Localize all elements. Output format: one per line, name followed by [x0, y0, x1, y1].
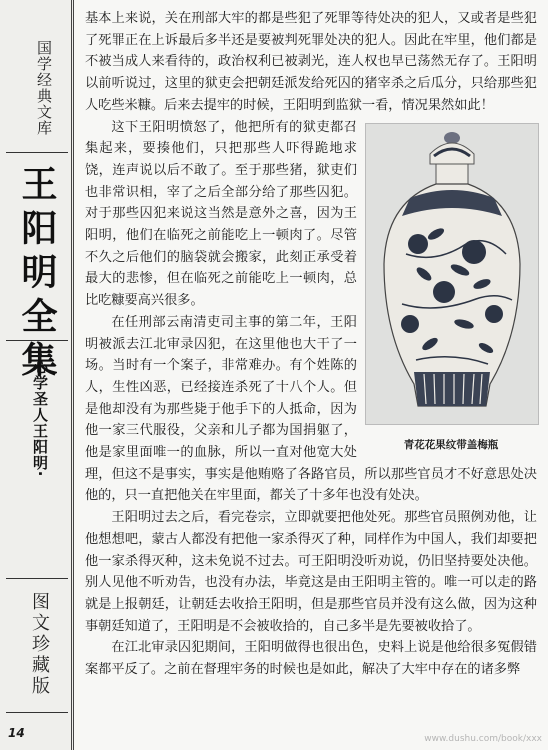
paragraph: 这下王阳明愤怒了，他把所有的狱吏都召集起来，要揍他们，只把那些人吓得跪地求饶，连声说以后不敢了。至于那些猪，狱吏们也非常识相，宰了之后全部分给了那些囚犯。对于那些囚犯来说这当然是意外之喜，因为王阳明，他们在临死之前能吃上一顿肉了。尽管不久之后他们的脑袋就会搬家，此刻正承受着最大的悲惨，但在临死之前能吃上一顿肉，总比吃糠要高兴很多。: [85, 119, 357, 309]
paragraph: 在江北审录囚犯期间，王阳明做得也很出色，史料上说是他给很多冤假错案都平反了。之前在督理牢务的时候也是如此，解决了大牢中存在的诸多弊: [85, 640, 537, 678]
book-title: 王阳明全集: [16, 165, 57, 385]
page-number: 14: [8, 726, 25, 740]
vase-image: [365, 123, 539, 425]
watermark: www.dushu.com/book/xxx: [424, 734, 542, 744]
vase-illustration: [366, 124, 538, 424]
body-text: [85, 8, 537, 681]
divider: [6, 712, 68, 713]
series-name: 国学经典文库: [35, 40, 53, 136]
paragraph: 基本上来说，关在刑部大牢的都是些犯了死罪等待处决的犯人，又或者是些犯了死罪正在上诉最后多半还是要被判死罪处决的犯人。因此在牢里，他们都是不被当成人来看待的，政治权利已被剥光，连人权也早已荡然无存了。王阳明以前听说过，这里的狱吏会把朝廷派发给死囚的猪宰杀之后瓜分，只给那些犯人吃些米糠。后来去提牢的时候，王阳明到监狱一看，情况果然如此！: [85, 11, 537, 113]
divider: [6, 340, 68, 341]
paragraph: 王阳明过去之后，看完卷宗，立即就要把他处死。那些官员照例劝他，让他想想吧，蒙古人都没有把他一家杀得灭了种，同样作为中国人，我们却要把他一家杀得灭种，这未免说不过去。可王阳明没听劝说，仍旧坚持要处决他。别人见他不听劝告，也没有办法，毕竟这是由王阳明主管的。唯一可以走的路就是上报朝廷，让朝廷去收拾王阳明，但是那些官员并没有这么做，因为这种事朝廷知道了，王阳明是不会被收拾的，自己多半是先要被收拾了。: [85, 510, 537, 634]
figure: [365, 123, 537, 453]
divider: [6, 152, 68, 153]
divider: [6, 578, 68, 579]
paragraph: 在任刑部云南清吏司主事的第二年，王阳明被派去江北审录囚犯，在这里他也大干了一场。当时有一个案子，非常难办。有个姓陈的人，生性凶恶，已经接连杀死了十八个人。但是他却没有为那些毙于他手下的人抵命，因为他一家三代服役，父亲和儿子都为国捐躯了，他是家里面唯一的血脉，所以一直对他宽大处理，但这不是事实，事实是他贿赂了各路官员，所以那些官员才不好意思处决他的，只一直把他关在牢里面，都关了十多年也没有处决。: [85, 314, 537, 504]
edition-label: 图文珍藏版: [29, 592, 50, 697]
book-subtitle: ·心学圣人王阳明·: [31, 352, 49, 478]
sidebar: [0, 0, 74, 750]
figure-caption: 青花花果纹带盖梅瓶: [403, 438, 499, 451]
